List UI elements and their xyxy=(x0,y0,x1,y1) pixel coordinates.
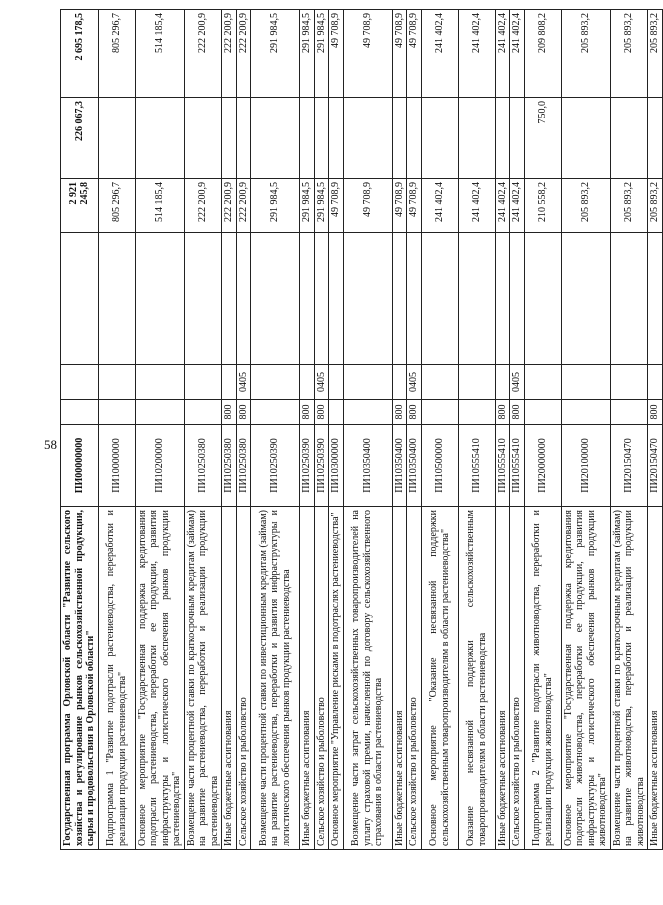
row-empty-cell xyxy=(329,233,344,365)
row-section-cell xyxy=(222,365,237,400)
table-row xyxy=(495,10,510,850)
row-code-cell: ПИ10250390 xyxy=(314,425,329,507)
row-total-cell: 49 708,9 xyxy=(343,10,392,98)
row-expense-type-cell: 800 xyxy=(510,400,525,425)
row-name-cell: Основное мероприятие "Государственная поддержка кредитования подотрасли растениеводства, переработки ее продукции, развития инфраструктуры и логистического обеспечения рынков продукции растениеводства" xyxy=(135,507,184,850)
row-amount-cell: 205 893,2 xyxy=(610,179,648,233)
row-empty-cell xyxy=(135,233,184,365)
row-amount-cell: 49 708,9 xyxy=(343,179,392,233)
row-amount-cell: 2 921 245,8 xyxy=(61,179,99,233)
row-section-cell xyxy=(392,365,407,400)
row-empty-cell xyxy=(561,233,610,365)
row-code-cell: ПИ10250380 xyxy=(222,425,237,507)
row-empty-cell xyxy=(392,233,407,365)
row-section-cell xyxy=(61,365,99,400)
row-empty-cell xyxy=(300,233,315,365)
row-change-cell xyxy=(300,98,315,179)
row-expense-type-cell xyxy=(524,400,561,425)
row-total-cell: 49 708,9 xyxy=(392,10,407,98)
row-change-cell xyxy=(343,98,392,179)
row-total-cell: 805 296,7 xyxy=(98,10,135,98)
table-row xyxy=(648,10,663,850)
row-code-cell: ПИ10300000 xyxy=(329,425,344,507)
row-amount-cell: 514 185,4 xyxy=(135,179,184,233)
row-expense-type-cell: 800 xyxy=(392,400,407,425)
row-name-cell: Сельское хозяйство и рыболовство xyxy=(407,507,422,850)
row-code-cell: ПИ10250390 xyxy=(251,425,300,507)
row-expense-type-cell xyxy=(421,400,458,425)
row-code-cell: ПИ10350400 xyxy=(407,425,422,507)
row-expense-type-cell xyxy=(135,400,184,425)
row-section-cell xyxy=(524,365,561,400)
row-code-cell: ПИ20150470 xyxy=(610,425,648,507)
row-amount-cell: 222 200,9 xyxy=(184,179,222,233)
row-name-cell: Основное мероприятие "Управление рисками в подотраслях растениеводства" xyxy=(329,507,344,850)
row-empty-cell xyxy=(648,233,663,365)
row-total-cell: 2 695 178,5 xyxy=(61,10,99,98)
row-name-cell: Основное мероприятие "Государственная поддержка кредитования подотрасли животноводства, переработки ее продукции, развития инфраструктуры и логистического обеспечения рынков продукции животноводства" xyxy=(561,507,610,850)
table-row xyxy=(222,10,237,850)
row-change-cell xyxy=(251,98,300,179)
row-change-cell xyxy=(98,98,135,179)
row-expense-type-cell xyxy=(61,400,99,425)
row-section-cell xyxy=(561,365,610,400)
row-section-cell: 0405 xyxy=(314,365,329,400)
row-code-cell: ПИ10250380 xyxy=(184,425,222,507)
table-row xyxy=(343,10,392,850)
row-change-cell xyxy=(561,98,610,179)
row-change-cell xyxy=(135,98,184,179)
row-empty-cell xyxy=(407,233,422,365)
row-expense-type-cell: 800 xyxy=(648,400,663,425)
row-change-cell xyxy=(610,98,648,179)
row-amount-cell: 49 708,9 xyxy=(407,179,422,233)
table-row xyxy=(184,10,222,850)
row-change-cell: 750,0 xyxy=(524,98,561,179)
table-row xyxy=(98,10,135,850)
table-row xyxy=(407,10,422,850)
row-change-cell xyxy=(392,98,407,179)
row-code-cell: ПИ10500000 xyxy=(421,425,458,507)
row-amount-cell: 49 708,9 xyxy=(329,179,344,233)
table-row xyxy=(251,10,300,850)
row-amount-cell: 241 402,4 xyxy=(510,179,525,233)
row-name-cell: Подпрограмма 1 "Развитие подотрасли растениеводства, переработки и реализации продукции растениеводства" xyxy=(98,507,135,850)
row-amount-cell: 205 893,2 xyxy=(648,179,663,233)
row-section-cell xyxy=(300,365,315,400)
row-name-cell: Сельское хозяйство и рыболовство xyxy=(314,507,329,850)
row-expense-type-cell xyxy=(343,400,392,425)
row-name-cell: Сельское хозяйство и рыболовство xyxy=(236,507,251,850)
row-name-cell: Возмещение части процентной ставки по инвестиционным кредитам (займам) на развитие растениеводства, переработки и развития инфраструктуры и логистического обеспечения рынков продукции растениеводства xyxy=(251,507,300,850)
row-change-cell xyxy=(222,98,237,179)
row-name-cell: Возмещение части процентной ставки по краткосрочным кредитам (займам) на развитие растениеводства, переработки и реализации продукции растениеводства xyxy=(184,507,222,850)
row-expense-type-cell xyxy=(561,400,610,425)
row-empty-cell xyxy=(510,233,525,365)
table-row xyxy=(236,10,251,850)
row-amount-cell: 291 984,5 xyxy=(314,179,329,233)
row-empty-cell xyxy=(222,233,237,365)
row-name-cell: Оказание несвязанной поддержки сельскохозяйственным товаропроизводителям в области растениеводства xyxy=(458,507,495,850)
row-change-cell xyxy=(184,98,222,179)
row-change-cell xyxy=(236,98,251,179)
row-expense-type-cell xyxy=(98,400,135,425)
row-empty-cell xyxy=(524,233,561,365)
row-amount-cell: 222 200,9 xyxy=(236,179,251,233)
table-row xyxy=(610,10,648,850)
row-expense-type-cell xyxy=(610,400,648,425)
row-change-cell: 226 067,3 xyxy=(61,98,99,179)
row-expense-type-cell xyxy=(251,400,300,425)
table-row xyxy=(510,10,525,850)
row-expense-type-cell xyxy=(329,400,344,425)
row-code-cell: ПИ10555410 xyxy=(495,425,510,507)
row-section-cell xyxy=(495,365,510,400)
row-section-cell: 0405 xyxy=(407,365,422,400)
row-total-cell: 49 708,9 xyxy=(407,10,422,98)
row-total-cell: 205 893,2 xyxy=(648,10,663,98)
row-section-cell xyxy=(343,365,392,400)
table-row xyxy=(458,10,495,850)
row-name-cell: Подпрограмма 2 "Развитие подотрасли животноводства, переработки и реализации продукции животноводства" xyxy=(524,507,561,850)
row-section-cell xyxy=(648,365,663,400)
row-total-cell: 291 984,5 xyxy=(251,10,300,98)
row-amount-cell: 241 402,4 xyxy=(495,179,510,233)
table-row xyxy=(329,10,344,850)
row-change-cell xyxy=(407,98,422,179)
row-empty-cell xyxy=(421,233,458,365)
row-name-cell: Возмещение части процентной ставки по краткосрочным кредитам (займам) на развитие животноводства, переработки и реализации продукции животноводства xyxy=(610,507,648,850)
table-row xyxy=(561,10,610,850)
row-section-cell xyxy=(135,365,184,400)
row-total-cell: 241 402,4 xyxy=(495,10,510,98)
row-name-cell: Государственная программа Орловской области "Развитие сельского хозяйства и регулирование рынков сельскохозяйственной продукции, сырья и продовольствия в Орловской области" xyxy=(61,507,99,850)
row-code-cell: ПИ10250380 xyxy=(236,425,251,507)
row-amount-cell: 210 558,2 xyxy=(524,179,561,233)
row-empty-cell xyxy=(251,233,300,365)
row-amount-cell: 291 984,5 xyxy=(251,179,300,233)
row-amount-cell: 205 893,2 xyxy=(561,179,610,233)
row-name-cell: Основное мероприятие "Оказание несвязанной поддержки сельскохозяйственным товаропроизводителям в области растениеводства" xyxy=(421,507,458,850)
row-change-cell xyxy=(314,98,329,179)
row-empty-cell xyxy=(495,233,510,365)
row-code-cell: ПИ20150470 xyxy=(648,425,663,507)
row-expense-type-cell: 800 xyxy=(407,400,422,425)
row-total-cell: 291 984,5 xyxy=(300,10,315,98)
row-name-cell: Иные бюджетные ассигнования xyxy=(222,507,237,850)
row-expense-type-cell xyxy=(458,400,495,425)
row-expense-type-cell: 800 xyxy=(300,400,315,425)
page-number: 58 xyxy=(44,437,57,452)
row-total-cell: 222 200,9 xyxy=(184,10,222,98)
row-section-cell xyxy=(458,365,495,400)
row-total-cell: 222 200,9 xyxy=(222,10,237,98)
row-code-cell: ПИ20000000 xyxy=(524,425,561,507)
row-total-cell: 205 893,2 xyxy=(561,10,610,98)
row-empty-cell xyxy=(236,233,251,365)
row-change-cell xyxy=(495,98,510,179)
table-body xyxy=(61,10,663,850)
row-code-cell: ПИ10200000 xyxy=(135,425,184,507)
row-name-cell: Сельское хозяйство и рыболовство xyxy=(510,507,525,850)
row-name-cell: Иные бюджетные ассигнования xyxy=(392,507,407,850)
rotated-table-wrapper xyxy=(60,10,660,850)
row-section-cell xyxy=(98,365,135,400)
table-row xyxy=(61,10,99,850)
row-empty-cell xyxy=(314,233,329,365)
row-total-cell: 514 185,4 xyxy=(135,10,184,98)
row-name-cell: Иные бюджетные ассигнования xyxy=(300,507,315,850)
row-total-cell: 241 402,4 xyxy=(458,10,495,98)
row-total-cell: 209 808,2 xyxy=(524,10,561,98)
row-code-cell: ПИ10350400 xyxy=(343,425,392,507)
row-total-cell: 291 984,5 xyxy=(314,10,329,98)
row-total-cell: 49 708,9 xyxy=(329,10,344,98)
row-empty-cell xyxy=(610,233,648,365)
row-expense-type-cell xyxy=(184,400,222,425)
row-empty-cell xyxy=(184,233,222,365)
row-change-cell xyxy=(329,98,344,179)
table-row xyxy=(524,10,561,850)
row-empty-cell xyxy=(343,233,392,365)
row-expense-type-cell: 800 xyxy=(236,400,251,425)
row-expense-type-cell: 800 xyxy=(314,400,329,425)
budget-table xyxy=(60,9,663,850)
row-expense-type-cell: 800 xyxy=(495,400,510,425)
row-section-cell: 0405 xyxy=(510,365,525,400)
row-change-cell xyxy=(458,98,495,179)
row-code-cell: ПИ20100000 xyxy=(561,425,610,507)
table-row xyxy=(392,10,407,850)
row-name-cell: Возмещение части затрат сельскохозяйственных товаропроизводителей на уплату страховой премии, начисленной по договору сельскохозяйственного страхования в области растениеводства xyxy=(343,507,392,850)
row-empty-cell xyxy=(458,233,495,365)
row-section-cell xyxy=(329,365,344,400)
row-code-cell: ПИ10250390 xyxy=(300,425,315,507)
row-change-cell xyxy=(510,98,525,179)
table-row xyxy=(135,10,184,850)
row-expense-type-cell: 800 xyxy=(222,400,237,425)
row-code-cell: ПИ10555410 xyxy=(510,425,525,507)
row-section-cell: 0405 xyxy=(236,365,251,400)
row-section-cell xyxy=(610,365,648,400)
row-total-cell: 222 200,9 xyxy=(236,10,251,98)
row-total-cell: 205 893,2 xyxy=(610,10,648,98)
row-empty-cell xyxy=(61,233,99,365)
row-code-cell: ПИ00000000 xyxy=(61,425,99,507)
row-name-cell: Иные бюджетные ассигнования xyxy=(495,507,510,850)
row-amount-cell: 222 200,9 xyxy=(222,179,237,233)
row-section-cell xyxy=(251,365,300,400)
row-amount-cell: 805 296,7 xyxy=(98,179,135,233)
row-empty-cell xyxy=(98,233,135,365)
table-row xyxy=(314,10,329,850)
row-name-cell: Иные бюджетные ассигнования xyxy=(648,507,663,850)
row-total-cell: 241 402,4 xyxy=(421,10,458,98)
row-code-cell: ПИ10350400 xyxy=(392,425,407,507)
row-section-cell xyxy=(421,365,458,400)
row-amount-cell: 241 402,4 xyxy=(458,179,495,233)
row-change-cell xyxy=(421,98,458,179)
row-amount-cell: 241 402,4 xyxy=(421,179,458,233)
row-code-cell: ПИ10555410 xyxy=(458,425,495,507)
row-code-cell: ПИ10000000 xyxy=(98,425,135,507)
table-row xyxy=(421,10,458,850)
row-total-cell: 241 402,4 xyxy=(510,10,525,98)
row-amount-cell: 49 708,9 xyxy=(392,179,407,233)
row-change-cell xyxy=(648,98,663,179)
row-section-cell xyxy=(184,365,222,400)
table-row xyxy=(300,10,315,850)
row-amount-cell: 291 984,5 xyxy=(300,179,315,233)
